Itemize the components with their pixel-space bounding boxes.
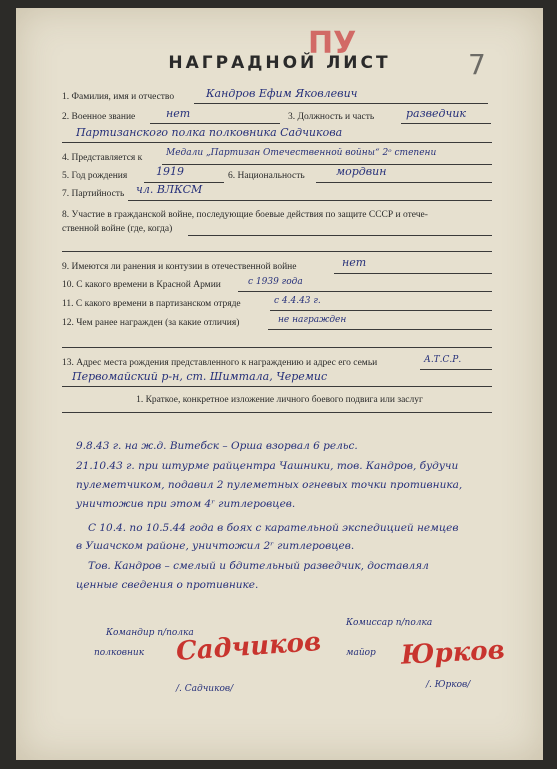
field-6-line [316, 182, 492, 183]
field-8-label: 8. Участие в гражданской войне, последующие боевые действия по защите СССР и отече- [62, 210, 428, 220]
feat-line-7: Тов. Кандров – смелый и бдительный разведчик, доставлял [88, 560, 429, 572]
field-4-line [162, 164, 492, 165]
field-9-value: нет [342, 256, 367, 269]
feat-line-2: 21.10.43 г. при штурме райцентра Чашники, тов. Кандров, будучи [76, 460, 459, 472]
field-12-value: не награжден [278, 315, 347, 325]
field-13-value: А.Т.С.Р. [424, 355, 462, 365]
commissar-rank: майор [346, 648, 376, 658]
field-9-line [334, 273, 492, 274]
commander-name: /. Садчиков/ [176, 684, 234, 694]
field-12-line [268, 329, 492, 330]
commander-rank: полковник [94, 648, 145, 658]
commissar-signature: Юрков [400, 635, 506, 671]
field-10-value: с 1939 года [248, 277, 303, 287]
corner-mark: 7 [468, 48, 486, 81]
red-mark: ПУ [308, 26, 357, 61]
commander-signature: Садчиков [175, 626, 322, 668]
field-6-label: 6. Национальность [228, 171, 305, 181]
commissar-title: Комиссар п/полка [346, 618, 433, 628]
field-2-line [150, 123, 280, 124]
field-3-line-2 [62, 142, 492, 143]
field-3-line [401, 123, 491, 124]
feat-line-6: в Ушачском районе, уничтожил 2ʳ гитлеровцев. [76, 540, 355, 552]
field-8-line-2 [62, 251, 492, 252]
field-13-line [420, 369, 492, 370]
commissar-name: /. Юрков/ [426, 680, 471, 690]
field-8-line [188, 235, 492, 236]
field-2-label: 2. Военное звание [62, 112, 136, 122]
field-12-line-2 [62, 347, 492, 348]
field-11-label: 11. С какого времени в партизанском отряде [62, 299, 241, 309]
feat-heading: 1. Краткое, конкретное изложение личного боевого подвига или заслуг [136, 395, 423, 405]
field-1-value: Кандров Ефим Яковлевич [206, 87, 358, 100]
field-10-label: 10. С какого времени в Красной Армии [62, 280, 221, 290]
field-13-line-2 [62, 386, 492, 387]
field-10-line [238, 291, 492, 292]
field-9-label: 9. Имеются ли ранения и контузии в отечественной войне [62, 262, 297, 272]
field-1-line [194, 103, 488, 104]
feat-line-3: пулеметчиком, подавил 2 пулеметных огневых точки противника, [76, 479, 463, 491]
field-2-value: нет [166, 107, 191, 120]
feat-line [62, 412, 492, 413]
field-3-label: 3. Должность и часть [288, 112, 375, 122]
field-11-value: с 4.4.43 г. [274, 296, 321, 306]
field-6-value: мордвин [336, 165, 387, 178]
field-7-label: 7. Партийность [62, 189, 125, 199]
field-3-value: разведчик [406, 107, 466, 120]
feat-line-4: уничтожив при этом 4ʳ гитлеровцев. [76, 498, 296, 510]
field-7-line [128, 200, 492, 201]
award-sheet [16, 8, 543, 760]
feat-line-1: 9.8.43 г. на ж.д. Витебск – Орша взорвал 6 рельс. [76, 440, 358, 452]
field-1-label: 1. Фамилия, имя и отчество [62, 92, 175, 102]
field-4-label: 4. Представляется к [62, 153, 143, 163]
field-3-value-cont: Партизанского полка полковника Садчикова [76, 126, 343, 139]
feat-line-8: ценные сведения о противнике. [76, 579, 259, 591]
field-7-value: чл. ВЛКСМ [136, 183, 203, 196]
field-8-label-cont: ственной войне (где, когда) [62, 224, 173, 234]
field-5-label: 5. Год рождения [62, 171, 128, 181]
field-13-label: 13. Адрес места рождения представленного к награждению и адрес его семьи [62, 358, 378, 368]
field-12-label: 12. Чем ранее награжден (за какие отличия) [62, 318, 240, 328]
field-4-value: Медали „Партизан Отечественной войны“ 2ᵒ степени [166, 148, 437, 158]
field-5-value: 1919 [156, 165, 184, 178]
field-13-value-cont: Первомайский р-н, ст. Шимтала, Черемис [72, 370, 328, 383]
commander-title: Командир п/полка [106, 628, 194, 638]
document-title: НАГРАДНОЙ ЛИСТ [168, 53, 391, 73]
feat-line-5: С 10.4. по 10.5.44 года в боях с карательной экспедицией немцев [88, 522, 459, 534]
field-11-line [270, 310, 492, 311]
